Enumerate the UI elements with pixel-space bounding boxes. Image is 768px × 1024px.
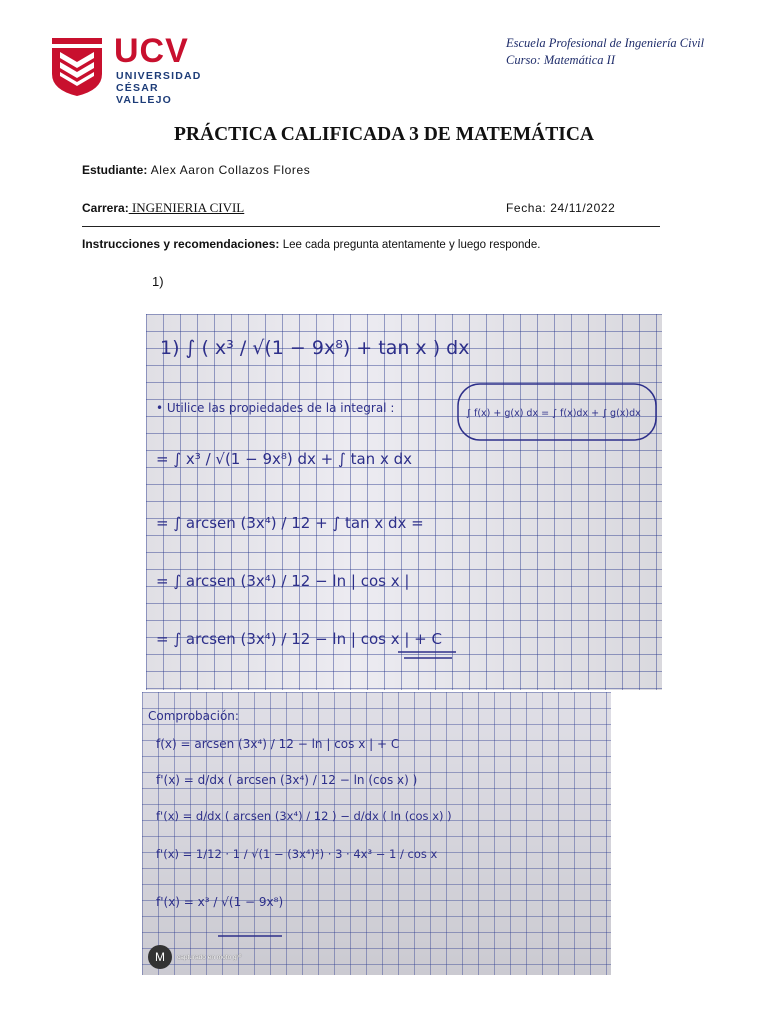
ucv-shield-icon: [50, 34, 106, 98]
logo-wordmark: UCV: [114, 32, 189, 70]
solution-line-2: • Utilice las propiedades de la integral :: [156, 401, 395, 415]
instructions-row: [82, 237, 540, 251]
solution-line-4: = ∫ arcsen (3x⁴) / 12 + ∫ tan x dx =: [156, 514, 424, 532]
header-school-info: [506, 35, 704, 69]
logo-line-2: CÉSAR VALLEJO: [116, 82, 173, 106]
solution-ink: [146, 314, 662, 690]
logo-university-name: [116, 70, 202, 106]
instructions-label: Instrucciones y recomendaciones:: [82, 237, 280, 251]
page-title: PRÁCTICA CALIFICADA 3 DE MATEMÁTICA: [174, 124, 594, 145]
instructions-value: Lee cada pregunta atentamente y luego responde.: [282, 239, 541, 251]
verification-ink: [142, 692, 611, 975]
solution-line-1: 1) ∫ ( x³ / √(1 − 9x⁸) + tan x ) dx: [160, 337, 470, 359]
logo-line-1: UNIVERSIDAD: [116, 70, 202, 82]
student-value: Alex Aaron Collazos Flores: [150, 163, 311, 177]
divider: [82, 226, 660, 227]
solution-line-3: = ∫ x³ / √(1 − 9x⁸) dx + ∫ tan x dx: [156, 450, 412, 468]
watermark-text: capturado en moto g³⁰: [177, 954, 242, 961]
verification-line-3: f'(x) = d/dx ( arcsen (3x⁴) / 12 ) − d/dx ( ln (cos x) ): [156, 809, 452, 823]
course-name: Curso: Matemática II: [506, 53, 616, 67]
career-label: Carrera:: [82, 201, 129, 215]
date-field: Fecha: 24/11/2022: [506, 201, 616, 215]
verification-line-5: f'(x) = x³ / √(1 − 9x⁸): [156, 895, 284, 909]
solution-line-6: = ∫ arcsen (3x⁴) / 12 − ln | cos x | + C: [156, 630, 442, 648]
verification-photo: [142, 692, 611, 975]
motorola-logo-icon: M: [148, 945, 172, 969]
student-row: [82, 163, 310, 177]
career-value: INGENIERIA CIVIL: [128, 200, 245, 215]
career-row: [82, 200, 244, 216]
camera-watermark: [148, 943, 241, 971]
verification-title: Comprobación:: [148, 709, 239, 723]
handwritten-solution-photo: [146, 314, 662, 690]
integral-property: ∫ f(x) + g(x) dx = ∫ f(x)dx + ∫ g(x)dx: [466, 408, 641, 419]
solution-line-5: = ∫ arcsen (3x⁴) / 12 − ln | cos x |: [156, 572, 410, 590]
school-name: Escuela Profesional de Ingeniería Civil: [506, 36, 705, 50]
verification-line-4: f'(x) = 1/12 · 1 / √(1 − (3x⁴)²) · 3 · 4x³ − 1 / cos x: [156, 847, 438, 861]
question-number: 1): [152, 274, 164, 289]
verification-line-2: f'(x) = d/dx ( arcsen (3x⁴) / 12 − ln (cos x) ): [156, 773, 418, 787]
ucv-logo: [50, 32, 202, 106]
student-label: Estudiante:: [82, 163, 148, 177]
verification-line-1: f(x) = arcsen (3x⁴) / 12 − ln | cos x | + C: [156, 737, 400, 751]
